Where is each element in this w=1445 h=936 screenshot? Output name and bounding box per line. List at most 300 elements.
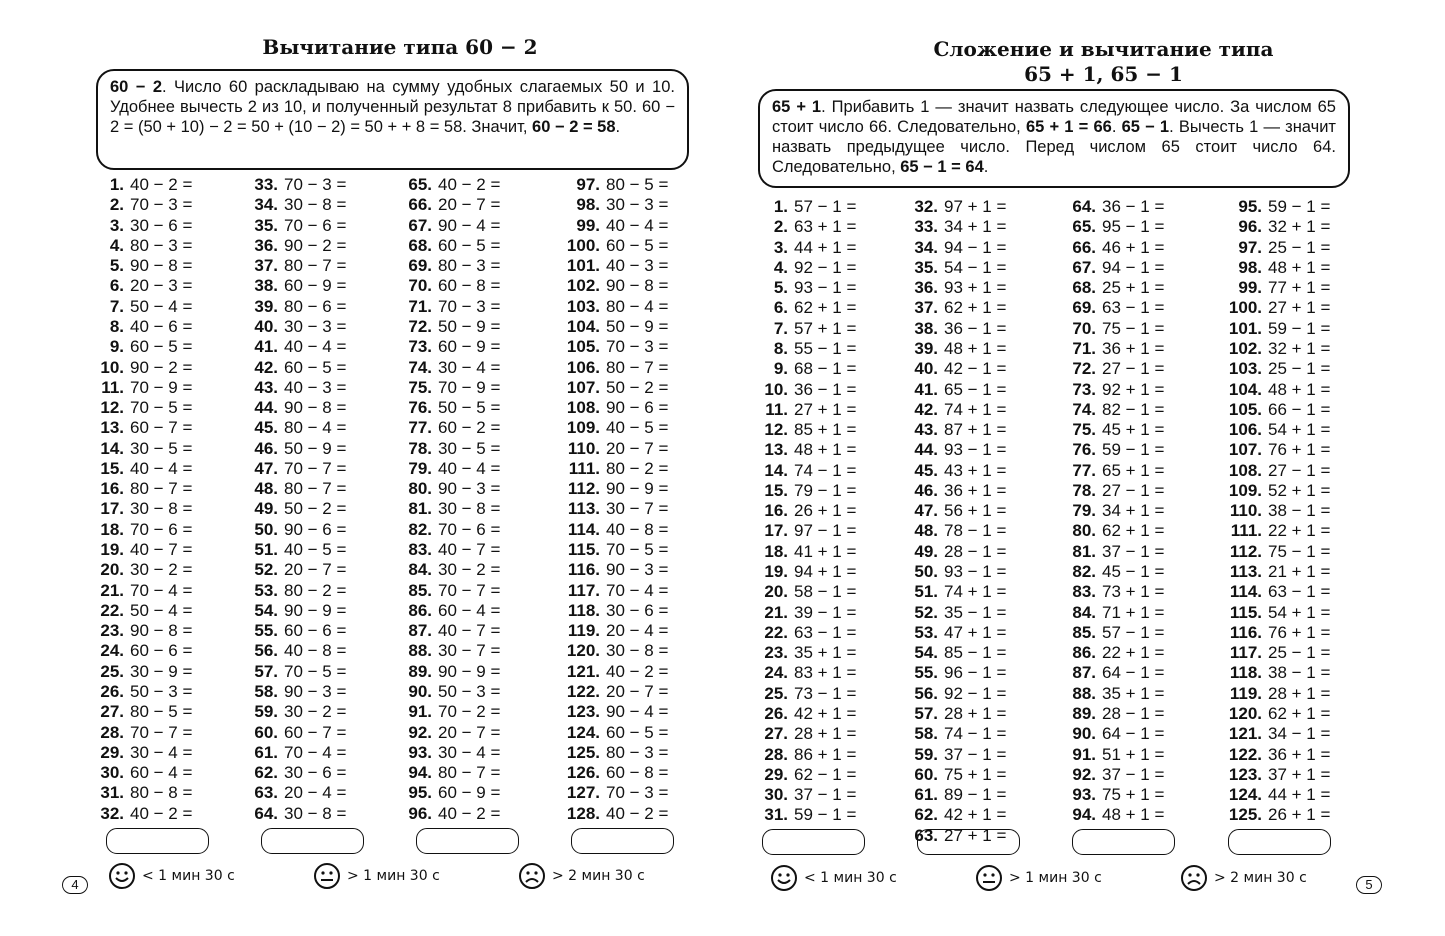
exercise-number: 40. [254, 316, 278, 336]
exercise-item [1204, 643, 1330, 663]
exercise-item [1052, 319, 1164, 339]
exercise-expression: 30 − 4 = [438, 742, 501, 762]
exercise-number: 25. [100, 661, 124, 681]
legend-slow [1180, 864, 1307, 892]
exercise-expression: 90 − 9 = [284, 600, 347, 620]
exercise-number: 46. [254, 438, 278, 458]
exercise-item [90, 682, 192, 702]
exercise-expression: 36 + 1 = [1102, 338, 1165, 358]
exercise-expression: 30 − 8 = [606, 641, 669, 661]
exercise-expression: 27 − 1 = [1268, 460, 1331, 480]
exercise-item [1052, 217, 1164, 237]
exercise-number: 88. [408, 641, 432, 661]
exercise-number: 45. [254, 418, 278, 438]
exercise-item [394, 581, 500, 601]
exercise-item [394, 216, 500, 236]
time-answer-box[interactable] [106, 828, 209, 854]
exercise-number: 108. [1228, 460, 1262, 480]
exercise-expression: 70 − 9 = [438, 377, 501, 397]
exercise-number: 125. [566, 742, 600, 762]
exercise-item [748, 704, 856, 724]
exercise-expression: 63 − 1 = [794, 622, 857, 642]
exercise-number: 90. [408, 682, 432, 701]
exercise-expression: 50 − 5 = [438, 398, 501, 418]
exercise-number: 3. [773, 237, 788, 257]
exercise-item [1204, 582, 1330, 602]
exercise-expression: 90 − 3 = [284, 682, 347, 701]
exercise-number: 41. [254, 337, 278, 357]
exercise-item [394, 723, 500, 743]
exercise-number: 11. [765, 399, 788, 419]
exercise-expression: 40 − 2 = [606, 803, 669, 823]
exercise-number: 66. [408, 195, 432, 215]
exercise-number: 49. [254, 499, 278, 519]
exercise-number: 91. [408, 702, 432, 722]
exercise-expression: 36 + 1 = [1268, 744, 1331, 764]
exercise-number: 16. [764, 501, 788, 521]
exercise-expression: 70 − 7 = [284, 458, 347, 478]
exercise-number: 34. [914, 237, 938, 257]
rule-text: . Вычесть 1 — значит назвать предыдущее число. Перед числом 65 стоит число 64. Следовательно, [772, 118, 1336, 176]
exercise-number: 89. [408, 661, 432, 681]
exercise-number: 30. [764, 785, 788, 805]
exercise-number: 27. [100, 702, 124, 722]
exercise-item [394, 479, 500, 499]
time-answer-box[interactable] [416, 828, 519, 854]
exercise-expression: 40 − 8 = [606, 519, 669, 539]
exercise-expression: 30 − 8 = [130, 499, 193, 519]
exercise-item [1052, 461, 1164, 481]
exercise-item [898, 319, 1006, 339]
exercise-item [90, 216, 192, 236]
exercise-number: 65. [1072, 217, 1096, 237]
exercise-item [898, 745, 1006, 765]
exercise-item [748, 805, 856, 825]
exercise-number: 9. [773, 359, 788, 379]
exercise-item [898, 724, 1006, 744]
exercise-number: 2. [773, 217, 788, 237]
exercise-expression: 70 − 9 = [130, 377, 193, 397]
rule-end: . [1111, 118, 1122, 136]
exercise-expression: 64 − 1 = [1102, 663, 1165, 683]
exercise-item [240, 378, 346, 398]
exercise-item [748, 319, 856, 339]
exercise-expression: 40 − 7 = [438, 621, 501, 641]
exercise-expression: 70 − 4 = [606, 580, 669, 600]
rule-lead: 65 + 1 [772, 98, 822, 116]
exercise-expression: 27 − 1 = [1102, 480, 1165, 500]
exercise-item [394, 317, 500, 337]
exercise-expression: 37 − 1 = [794, 785, 857, 805]
exercise-item [394, 195, 500, 215]
exercise-expression: 64 − 1 = [1102, 724, 1165, 744]
exercise-item [240, 783, 346, 803]
exercise-item [240, 297, 346, 317]
exercise-item [546, 520, 668, 540]
exercise-item [1204, 765, 1330, 785]
exercise-item [394, 641, 500, 661]
exercise-number: 120. [1228, 704, 1262, 723]
exercise-item [546, 743, 668, 763]
exercise-item [240, 337, 346, 357]
exercise-expression: 30 − 3 = [606, 195, 669, 215]
exercise-expression: 40 − 4 = [130, 458, 193, 478]
exercise-item [546, 398, 668, 418]
exercise-expression: 30 − 2 = [284, 702, 347, 722]
exercise-item [748, 562, 856, 582]
rule-conclusion: 65 − 1 = 64 [900, 158, 984, 176]
exercise-number: 17. [764, 521, 788, 541]
time-answer-box[interactable] [1228, 829, 1331, 855]
exercise-expression: 40 − 7 = [130, 540, 193, 560]
exercise-number: 53. [914, 622, 938, 642]
exercise-number: 53. [254, 580, 278, 600]
exercise-number: 47. [254, 458, 278, 478]
exercise-item [394, 276, 500, 296]
exercise-item [1204, 521, 1330, 541]
exercise-expression: 50 − 2 = [606, 377, 669, 397]
exercise-expression: 62 + 1 = [1268, 704, 1331, 723]
exercise-number: 37. [254, 256, 278, 276]
exercise-expression: 60 − 9 = [438, 337, 501, 357]
exercise-item [546, 317, 668, 337]
exercise-number: 74. [408, 357, 432, 377]
legend-label: < 1 мин 30 с [804, 870, 897, 886]
exercise-number: 14. [764, 460, 788, 480]
exercise-expression: 90 − 2 = [130, 357, 193, 377]
exercise-expression: 80 − 7 = [284, 256, 347, 276]
exercise-expression: 80 − 6 = [284, 296, 347, 316]
exercise-item [240, 763, 346, 783]
exercise-item [90, 276, 192, 296]
exercise-expression: 90 − 6 = [606, 398, 669, 418]
exercise-expression: 60 − 6 = [284, 621, 347, 641]
exercise-number: 109. [1228, 480, 1262, 500]
exercise-item [748, 298, 856, 318]
exercise-expression: 50 − 9 = [438, 316, 501, 336]
exercise-expression: 85 + 1 = [794, 420, 857, 440]
exercise-number: 20. [100, 560, 124, 580]
exercise-item [240, 520, 346, 540]
exercise-expression: 90 − 8 = [606, 276, 669, 296]
exercise-expression: 70 − 3 = [438, 296, 501, 316]
exercise-item [394, 520, 500, 540]
exercise-item [898, 684, 1006, 704]
exercise-number: 64. [1072, 197, 1096, 216]
exercise-number: 83. [408, 540, 432, 560]
exercise-expression: 48 + 1 = [944, 338, 1007, 358]
time-answer-box[interactable] [917, 829, 1020, 855]
exercise-item [898, 501, 1006, 521]
page-title-line1: Сложение и вычитание типа [933, 37, 1274, 61]
exercise-expression: 46 + 1 = [1102, 237, 1165, 257]
exercise-item [546, 276, 668, 296]
exercise-item [546, 804, 668, 824]
exercise-number: 124. [1228, 785, 1262, 805]
exercise-expression: 70 − 3 = [284, 175, 347, 194]
exercise-number: 128. [566, 803, 600, 823]
exercise-number: 4. [773, 257, 788, 277]
exercise-number: 38. [254, 276, 278, 296]
exercise-number: 24. [100, 641, 124, 661]
exercise-number: 77. [408, 418, 432, 438]
exercise-item [546, 499, 668, 519]
exercise-expression: 78 − 1 = [944, 521, 1007, 541]
exercise-item [1204, 278, 1330, 298]
exercise-expression: 26 + 1 = [1268, 805, 1331, 825]
exercise-item [1052, 238, 1164, 258]
exercise-number: 59. [254, 702, 278, 722]
exercise-item [748, 745, 856, 765]
exercise-expression: 30 − 8 = [284, 195, 347, 215]
exercise-expression: 55 − 1 = [794, 338, 857, 358]
exercise-expression: 37 − 1 = [944, 744, 1007, 764]
exercise-expression: 93 − 1 = [944, 562, 1007, 582]
exercise-number: 80. [408, 479, 432, 499]
exercise-expression: 59 − 1 = [1102, 440, 1165, 460]
exercise-item [748, 440, 856, 460]
exercise-number: 79. [1072, 501, 1096, 521]
exercise-item [1204, 258, 1330, 278]
exercise-expression: 90 − 4 = [438, 215, 501, 235]
exercise-number: 1. [773, 197, 788, 216]
exercise-number: 54. [254, 600, 278, 620]
exercise-expression: 80 − 7 = [130, 479, 193, 499]
exercise-expression: 40 − 3 = [284, 377, 347, 397]
exercise-number: 19. [100, 540, 124, 560]
exercise-item [240, 398, 346, 418]
exercise-expression: 41 + 1 = [794, 541, 857, 561]
exercise-expression: 40 − 4 = [284, 337, 347, 357]
exercise-item [748, 501, 856, 521]
exercise-expression: 90 − 2 = [284, 235, 347, 255]
exercise-number: 68. [1072, 278, 1096, 298]
exercise-item [90, 175, 192, 195]
exercise-number: 45. [914, 460, 938, 480]
exercise-number: 114. [567, 519, 600, 539]
exercise-item [394, 601, 500, 621]
exercise-item [748, 643, 856, 663]
exercise-expression: 77 + 1 = [1268, 278, 1331, 298]
exercise-item [546, 378, 668, 398]
time-answer-box[interactable] [762, 829, 865, 855]
exercise-number: 6. [109, 276, 124, 296]
exercise-expression: 35 + 1 = [794, 643, 857, 663]
exercise-item [898, 217, 1006, 237]
rule-box [758, 89, 1350, 188]
exercise-item [1052, 258, 1164, 278]
exercise-item [1204, 785, 1330, 805]
time-answer-box[interactable] [571, 828, 674, 854]
exercise-number: 48. [254, 479, 278, 499]
exercise-number: 8. [773, 338, 788, 358]
exercise-expression: 80 − 2 = [606, 458, 669, 478]
exercise-item [394, 743, 500, 763]
exercise-item [1204, 217, 1330, 237]
exercise-number: 17. [100, 499, 124, 519]
exercise-number: 120. [566, 641, 600, 661]
legend-medium [313, 862, 440, 890]
exercise-number: 51. [914, 582, 938, 602]
exercise-expression: 54 + 1 = [1268, 420, 1331, 440]
exercise-expression: 27 + 1 = [794, 399, 857, 419]
exercise-number: 32. [914, 197, 938, 216]
exercise-item [546, 256, 668, 276]
exercise-expression: 40 − 5 = [606, 418, 669, 438]
exercise-item [1052, 663, 1164, 683]
exercise-item [90, 540, 192, 560]
left-page [0, 0, 720, 936]
exercise-number: 16. [100, 479, 124, 499]
exercise-item [90, 418, 192, 438]
exercise-expression: 80 − 5 = [606, 175, 669, 194]
exercise-item [748, 765, 856, 785]
exercise-number: 63. [254, 783, 278, 803]
exercise-expression: 80 − 4 = [284, 418, 347, 438]
exercise-number: 59. [914, 744, 938, 764]
rule-lead: 60 − 2 [110, 78, 163, 96]
exercise-expression: 73 + 1 = [1102, 582, 1165, 602]
exercise-item [240, 804, 346, 824]
exercise-item [898, 461, 1006, 481]
exercise-number: 116. [567, 560, 600, 580]
exercise-number: 83. [1072, 582, 1096, 602]
exercise-item [240, 662, 346, 682]
exercise-number: 28. [100, 722, 124, 742]
exercise-number: 49. [914, 541, 938, 561]
exercise-number: 81. [408, 499, 432, 519]
exercise-number: 113. [567, 499, 600, 519]
exercise-expression: 54 + 1 = [1268, 602, 1331, 622]
exercise-expression: 70 − 4 = [284, 742, 347, 762]
exercise-item [240, 540, 346, 560]
exercise-number: 114. [1229, 582, 1262, 602]
exercise-item [1204, 542, 1330, 562]
exercise-number: 10. [764, 379, 788, 399]
exercise-number: 50. [914, 562, 938, 582]
exercise-item [898, 785, 1006, 805]
exercise-item [898, 562, 1006, 582]
exercise-item [546, 783, 668, 803]
exercise-item [394, 662, 500, 682]
exercise-expression: 50 − 4 = [130, 600, 193, 620]
exercise-expression: 48 + 1 = [1268, 379, 1331, 399]
exercise-expression: 48 + 1 = [1102, 805, 1165, 825]
exercise-number: 77. [1072, 460, 1096, 480]
exercise-item [748, 461, 856, 481]
exercise-item [90, 743, 192, 763]
exercise-item [546, 682, 668, 702]
exercise-item [240, 601, 346, 621]
exercise-number: 5. [773, 278, 788, 298]
exercise-item [1052, 400, 1164, 420]
exercise-expression: 70 − 5 = [284, 661, 347, 681]
exercise-item [546, 540, 668, 560]
exercise-expression: 65 − 1 = [944, 379, 1007, 399]
exercise-item [898, 805, 1006, 825]
exercise-item [1204, 562, 1330, 582]
exercise-item [90, 581, 192, 601]
exercise-item [1052, 805, 1164, 825]
exercise-expression: 21 + 1 = [1268, 562, 1331, 582]
exercise-expression: 30 − 6 = [130, 215, 193, 235]
legend-label: > 2 мин 30 с [552, 868, 645, 884]
exercise-number: 71. [1072, 338, 1096, 358]
exercise-number: 73. [1072, 379, 1096, 399]
exercise-item [748, 785, 856, 805]
exercise-expression: 75 + 1 = [944, 764, 1007, 784]
exercise-number: 80. [1072, 521, 1096, 541]
exercise-expression: 80 − 3 = [130, 235, 193, 255]
exercise-item [1052, 542, 1164, 562]
exercise-number: 123. [566, 702, 600, 722]
exercise-item [898, 278, 1006, 298]
exercise-item [90, 398, 192, 418]
exercise-number: 6. [773, 298, 788, 318]
exercise-expression: 42 − 1 = [944, 359, 1007, 379]
exercise-item [1204, 724, 1330, 744]
legend-slow [518, 862, 645, 890]
exercise-expression: 51 + 1 = [1102, 744, 1165, 764]
exercise-expression: 85 − 1 = [944, 643, 1007, 663]
exercise-expression: 80 − 7 = [438, 763, 501, 783]
exercise-item [748, 258, 856, 278]
exercise-number: 76. [1072, 440, 1096, 460]
exercise-expression: 28 + 1 = [944, 704, 1007, 723]
exercise-expression: 92 + 1 = [1102, 379, 1165, 399]
exercise-number: 69. [408, 256, 432, 276]
exercise-number: 69. [1072, 298, 1096, 318]
exercise-expression: 60 − 8 = [438, 276, 501, 296]
legend-fast [108, 862, 235, 890]
exercise-number: 31. [764, 805, 788, 825]
time-answer-box[interactable] [261, 828, 364, 854]
exercise-number: 36. [914, 278, 938, 298]
page-title-line2: 65 + 1, 65 − 1 [1024, 62, 1183, 86]
exercise-item [748, 481, 856, 501]
exercise-expression: 92 − 1 = [944, 683, 1007, 703]
exercise-expression: 76 + 1 = [1268, 440, 1331, 460]
legend-label: > 1 мин 30 с [347, 868, 440, 884]
page-number: 4 [62, 876, 88, 894]
exercise-expression: 90 − 9 = [606, 479, 669, 499]
time-answer-box[interactable] [1072, 829, 1175, 855]
exercise-item [1204, 400, 1330, 420]
rule-lead: 65 − 1 [1121, 118, 1170, 136]
exercise-number: 28. [764, 744, 788, 764]
exercise-number: 9. [109, 337, 124, 357]
exercise-number: 72. [1072, 359, 1096, 379]
exercise-number: 115. [1229, 602, 1262, 622]
exercise-expression: 35 − 1 = [944, 602, 1007, 622]
exercise-expression: 93 + 1 = [944, 278, 1007, 298]
exercise-expression: 30 − 7 = [606, 499, 669, 519]
exercise-item [90, 256, 192, 276]
legend-label: > 1 мин 30 с [1009, 870, 1102, 886]
exercise-item [898, 359, 1006, 379]
exercise-expression: 60 − 5 = [438, 235, 501, 255]
sad-face-icon [518, 862, 546, 890]
exercise-expression: 71 + 1 = [1102, 602, 1165, 622]
exercise-item [546, 662, 668, 682]
exercise-number: 84. [408, 560, 432, 580]
exercise-expression: 56 + 1 = [944, 501, 1007, 521]
exercise-expression: 36 − 1 = [1102, 197, 1165, 216]
exercise-expression: 32 + 1 = [1268, 338, 1331, 358]
exercise-item [394, 297, 500, 317]
exercise-number: 89. [1072, 704, 1096, 723]
exercise-number: 27. [764, 724, 788, 744]
